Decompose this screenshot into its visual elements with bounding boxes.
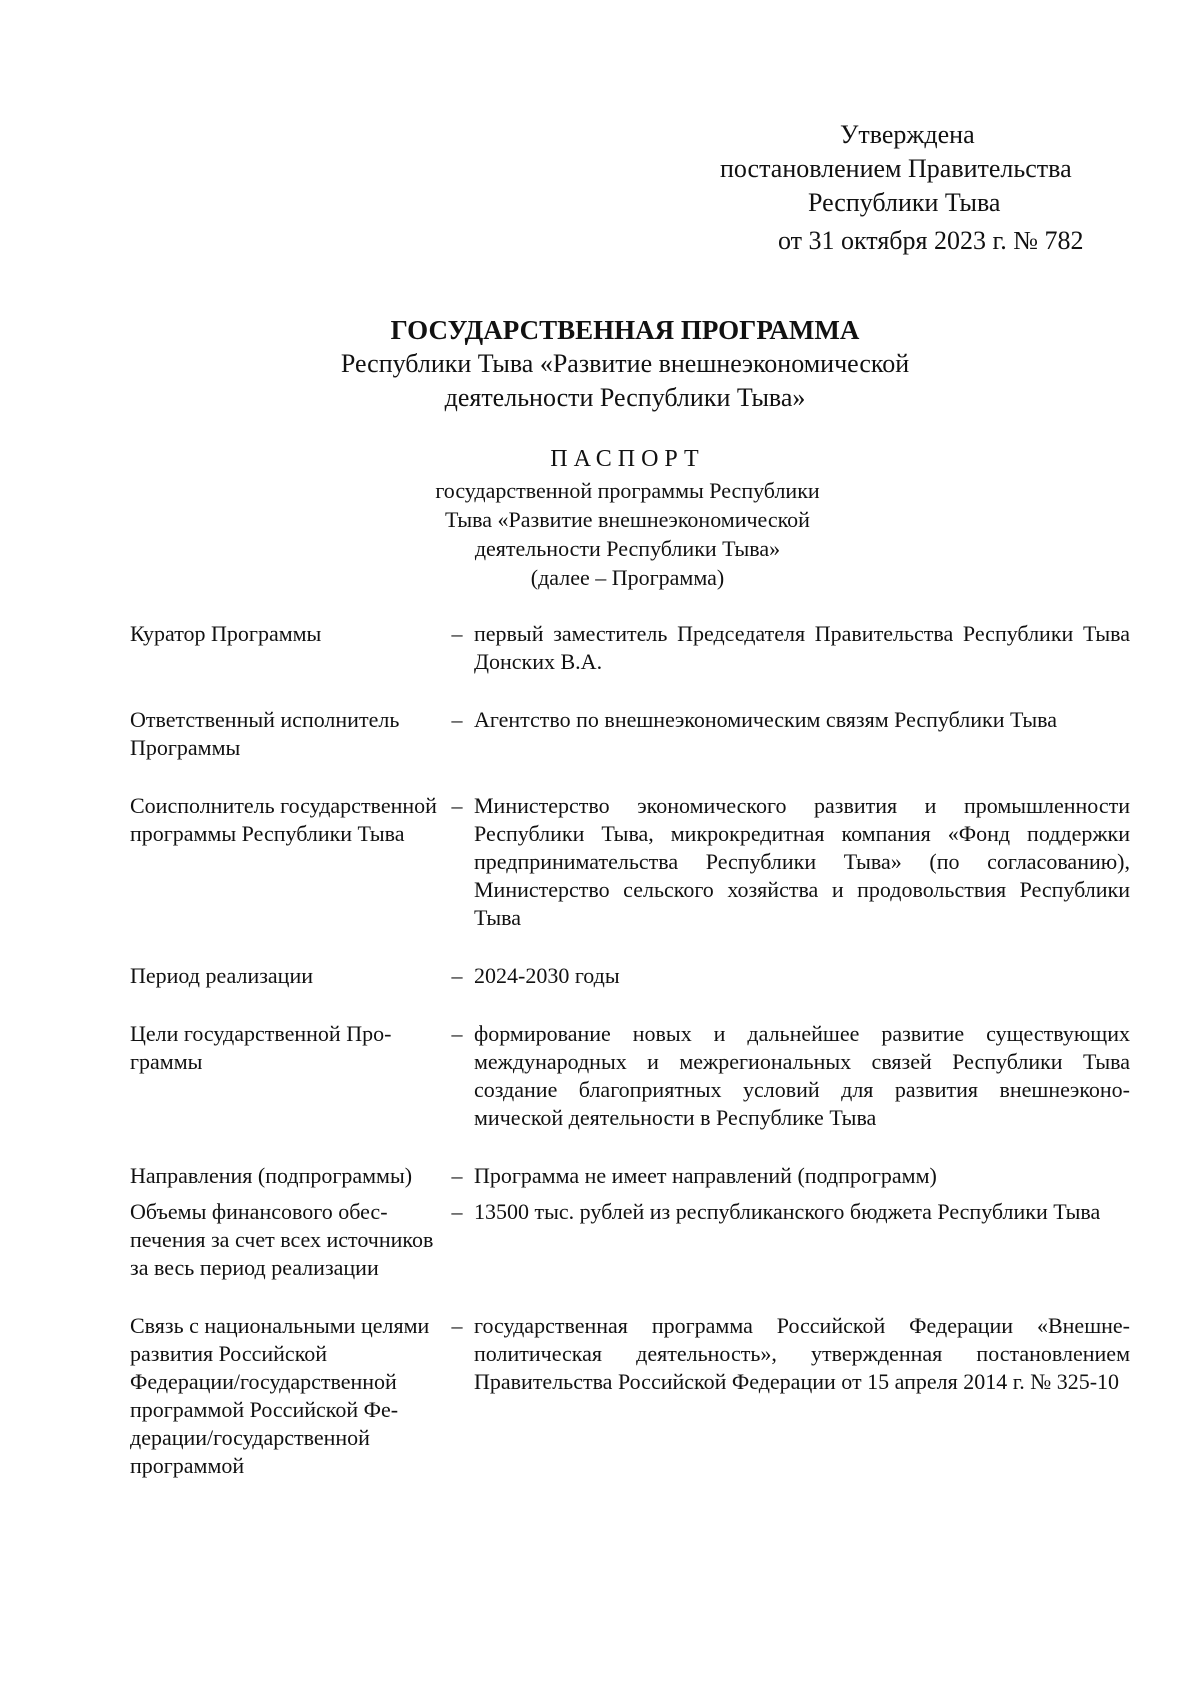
row-value: государственная программа Российской Федерации «Внешнеполитическая деятельность», утвержденная постановлением Правительства Российской Федерации от 15 апреля 2014 г. № 325-10 bbox=[474, 1313, 1130, 1394]
passport-table bbox=[130, 620, 1130, 1510]
row-value: формирование новых и дальнейшее развитие существующих международных и межрегиональных связей Республики Тыва создание благоприятных условий для развития внешнеэкономической деятельности в Республике Тыва bbox=[474, 1021, 1130, 1130]
passport-line-2: Тыва «Развитие внешнеэкономической bbox=[445, 507, 810, 532]
row-dash: – bbox=[451, 1313, 463, 1338]
row-dash: – bbox=[451, 963, 463, 988]
row-value: Программа не имеет направлений (подпрограмм) bbox=[474, 1163, 937, 1188]
table-row-funding bbox=[130, 1198, 1130, 1282]
row-label: Направления (подпрограммы) bbox=[130, 1163, 413, 1188]
passport-title: ПАСПОРТ bbox=[550, 446, 705, 472]
table-row-responsible-executor bbox=[130, 706, 1130, 762]
approval-line-3: Республики Тыва bbox=[808, 188, 1001, 217]
row-dash: – bbox=[451, 1163, 463, 1188]
row-label: Цели государственной Программы bbox=[130, 1021, 392, 1074]
passport-line-1: государственной программы Республики bbox=[435, 478, 820, 503]
approval-date: от 31 октября 2023 г. № 782 bbox=[778, 226, 1084, 255]
program-title bbox=[0, 313, 1200, 415]
table-row-period bbox=[130, 962, 1130, 990]
row-value: 2024-2030 годы bbox=[474, 963, 620, 988]
approval-line-2: постановлением Правительства bbox=[720, 154, 1072, 183]
approval-stamp bbox=[720, 118, 1120, 258]
row-label: Ответственный исполнитель Программы bbox=[130, 707, 400, 760]
row-dash: – bbox=[451, 621, 463, 646]
row-label: Период реализации bbox=[130, 963, 314, 988]
row-value: первый заместитель Председателя Правительства Республики Тыва Донских В.А. bbox=[474, 621, 1130, 674]
row-label: Связь с национальными целями развития Российской Федерации/государственной программой Российской Федерации/государственной программой bbox=[130, 1313, 430, 1478]
program-title-line-3: деятельности Республики Тыва» bbox=[444, 383, 806, 412]
program-title-main: ГОСУДАРСТВЕННАЯ ПРОГРАММА bbox=[390, 315, 860, 345]
row-dash: – bbox=[451, 707, 463, 732]
row-label: Объемы финансового обеспечения за счет всех источников за весь период реализации bbox=[130, 1199, 434, 1280]
row-value: 13500 тыс. рублей из республиканского бюджета Республики Тыва bbox=[474, 1199, 1101, 1224]
table-row-co-executor bbox=[130, 792, 1130, 932]
table-row-goals bbox=[130, 1020, 1130, 1132]
passport-heading bbox=[0, 445, 1200, 592]
row-label: Соисполнитель государственной программы Республики Тыва bbox=[130, 793, 437, 846]
table-row-curator bbox=[130, 620, 1130, 676]
row-value: Министерство экономического развития и промышленности Республики Тыва, микрокредитная компания «Фонд поддержки предпринимательства Республики Тыва» (по согласованию), Министерство сельского хозяйства и продовольствия Республики Тыва bbox=[474, 793, 1130, 930]
row-label: Куратор Программы bbox=[130, 621, 322, 646]
row-dash: – bbox=[451, 1021, 463, 1046]
table-row-directions bbox=[130, 1162, 1130, 1190]
row-dash: – bbox=[451, 793, 463, 818]
passport-line-3: деятельности Республики Тыва» bbox=[474, 536, 781, 561]
program-title-line-2: Республики Тыва «Развитие внешнеэкономической bbox=[340, 349, 910, 378]
table-row-national-goals bbox=[130, 1312, 1130, 1480]
approval-line-1: Утверждена bbox=[840, 120, 975, 149]
passport-line-4: (далее – Программа) bbox=[530, 565, 725, 590]
row-dash: – bbox=[451, 1199, 463, 1224]
row-value: Агентство по внешнеэкономическим связям Республики Тыва bbox=[474, 707, 1057, 732]
